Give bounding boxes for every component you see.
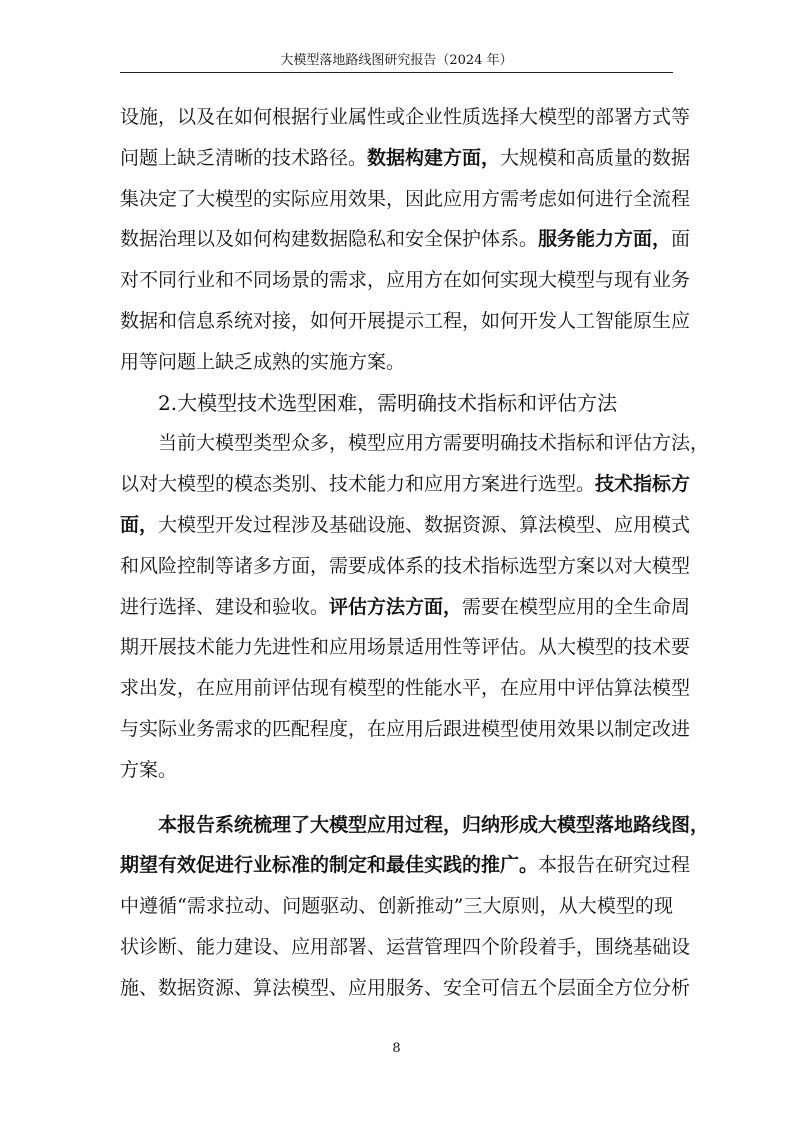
text-line	[120, 342, 673, 383]
text-run: 大模型开发过程涉及基础设施、数据资源、算法模型、应用模式	[158, 513, 691, 536]
text-run: 当前大模型类型众多，模型应用方需要明确技术指标和评估方法，	[158, 432, 710, 455]
text-line	[120, 260, 691, 301]
text-line	[120, 219, 691, 260]
text-run: 问题上缺乏清晰的技术路径。	[120, 146, 368, 169]
text-line	[120, 587, 691, 628]
text-line	[120, 97, 691, 138]
text-line	[120, 968, 691, 1009]
paragraph	[120, 97, 691, 383]
text-run: 和风险控制等诸多方面，需要成体系的技术指标选型方案以对大模型	[120, 554, 691, 577]
text-run: 状诊断、能力建设、应用部署、运营管理四个阶段着手，围绕基础设	[120, 935, 691, 958]
page-number: 8	[392, 1041, 401, 1056]
text-run: 集决定了大模型的实际应用效果，因此应用方需考虑如何进行全流程	[120, 187, 691, 210]
text-run: 求出发，在应用前评估现有模型的性能水平，在应用中评估算法模型	[120, 677, 691, 700]
text-run: 施、数据资源、算法模型、应用服务、安全可信五个层面全方位分析	[120, 976, 691, 999]
bold-text-run: 数据构建方面，	[367, 146, 501, 169]
text-run: 方案。	[120, 758, 178, 781]
text-line	[120, 668, 691, 709]
text-run: 数据和信息系统对接，如何开展提示工程，如何开发人工智能原生应	[120, 309, 691, 332]
running-header: 大模型落地路线图研究报告（2024 年）	[280, 53, 513, 68]
text-run: 以对大模型的模态类别、技术能力和应用方案进行选型。	[120, 473, 596, 496]
text-run: 面	[671, 228, 691, 251]
text-line	[120, 423, 710, 464]
text-line	[120, 301, 691, 342]
text-line	[120, 927, 691, 968]
text-line	[120, 138, 691, 179]
header-divider	[120, 72, 673, 73]
text-run: 期开展技术能力先进性和应用场景适用性等评估。从大模型的技术要	[120, 636, 691, 659]
text-run: 需要在模型应用的全生命周	[462, 595, 691, 618]
text-line	[120, 886, 673, 927]
text-run: 与实际业务需求的匹配程度，在应用后跟进模型使用效果以制定改进	[120, 717, 691, 740]
bold-text-run: 技术指标方	[595, 473, 691, 496]
text-line	[120, 464, 691, 505]
paragraph	[120, 805, 710, 1009]
heading-line	[120, 383, 673, 424]
bold-text-run: 面，	[120, 513, 159, 536]
text-line	[120, 805, 710, 846]
text-run: 本报告在研究过程	[538, 854, 691, 877]
text-run: 数据治理以及如何构建数据隐私和安全保护体系。	[120, 228, 539, 251]
text-run: 设施，以及在如何根据行业属性或企业性质选择大模型的部署方式等	[120, 106, 691, 128]
text-line	[120, 546, 691, 587]
paragraph	[120, 423, 710, 790]
section-heading	[120, 383, 673, 424]
text-run: 中遵循“需求拉动、问题驱动、创新推动”三大原则，从大模型的现	[120, 895, 673, 918]
bold-text-run: 服务能力方面，	[538, 228, 672, 251]
text-line	[120, 750, 673, 791]
text-run: 用等问题上缺乏成熟的实施方案。	[120, 350, 406, 373]
bold-text-run: 评估方法方面，	[329, 595, 463, 618]
document-body	[120, 97, 710, 1009]
paragraph-gap	[120, 791, 673, 805]
bold-text-run: 期望有效促进行业标准的制定和最佳实践的推广。	[120, 854, 539, 877]
bold-text-run: 本报告系统梳理了大模型应用过程，归纳形成大模型落地路线图，	[158, 813, 710, 836]
text-line	[120, 179, 691, 220]
text-line	[120, 709, 691, 750]
text-line	[120, 845, 691, 886]
text-run: 进行选择、建设和验收。	[120, 595, 330, 618]
text-run: 对不同行业和不同场景的需求，应用方在如何实现大模型与现有业务	[120, 269, 691, 292]
text-run: 2.大模型技术选型困难，需明确技术指标和评估方法	[158, 390, 618, 415]
text-line	[120, 505, 691, 546]
text-run: 大规模和高质量的数据	[500, 146, 691, 169]
text-line	[120, 627, 691, 668]
